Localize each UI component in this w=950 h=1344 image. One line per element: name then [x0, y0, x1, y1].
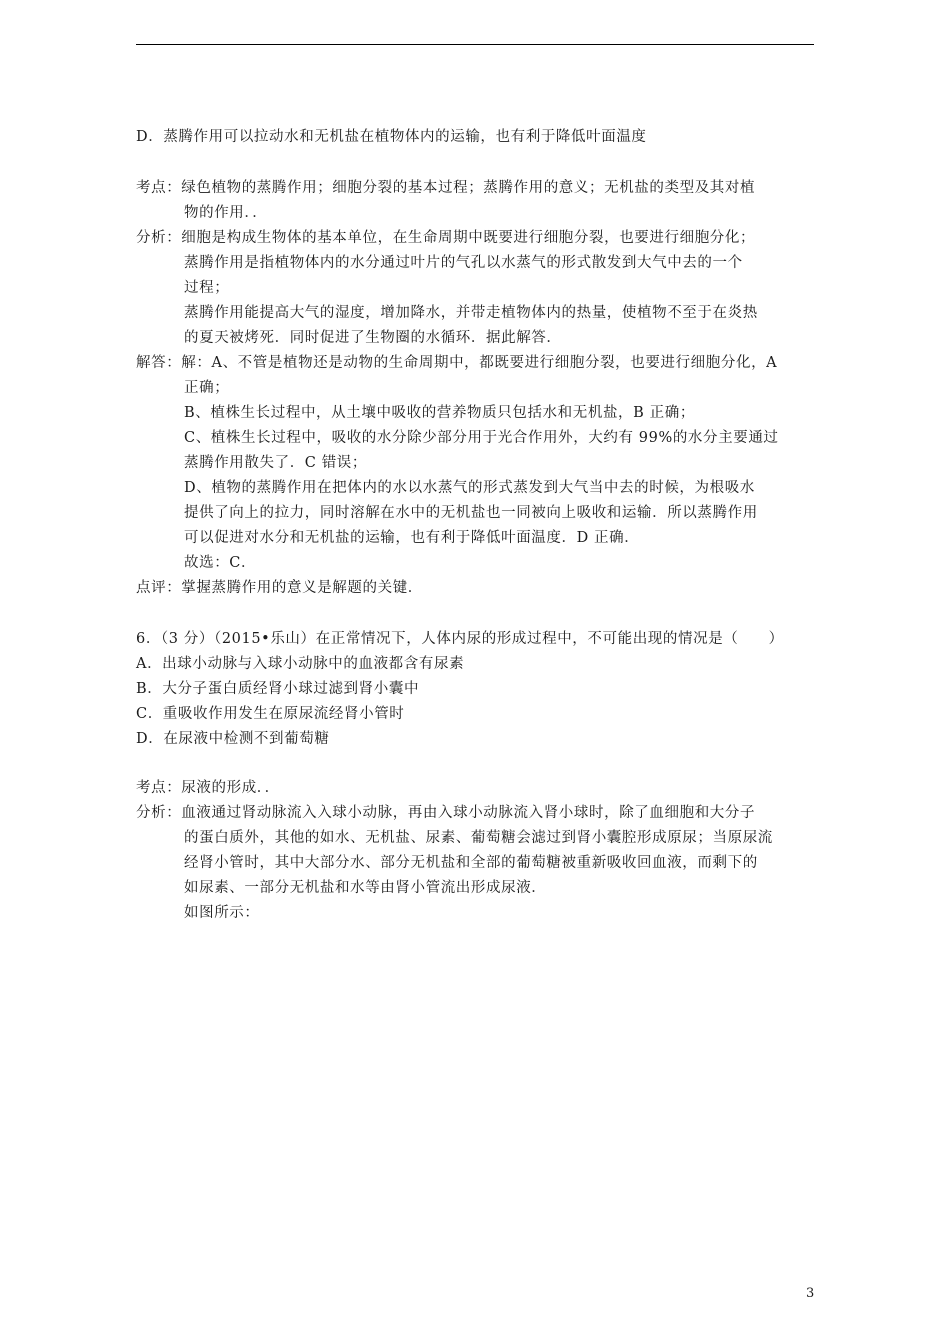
- q5-jieda-line: 故选：C．: [184, 555, 257, 571]
- q5-jieda-line: 正确；: [184, 380, 230, 396]
- q6-fenxi-line: 如图所示：: [184, 905, 260, 921]
- q5-kaodian-label: 考点：绿色植物的蒸腾作用；细胞分裂的基本过程；蒸腾作用的意义；无机盐的类型及其对植: [136, 180, 756, 196]
- q6-fenxi-label: 分析：血液通过肾动脉流入入球小动脉，再由入球小动脉流入肾小球时，除了血细胞和大分子: [136, 805, 756, 821]
- q5-fenxi-line: 的夏天被烤死．同时促进了生物圈的水循环．据此解答．: [184, 330, 562, 346]
- q5-jieda-line: B、植株生长过程中，从土壤中吸收的营养物质只包括水和无机盐，B 正确；: [184, 405, 695, 421]
- q6-fenxi-line: 如尿素、一部分无机盐和水等由肾小管流出形成尿液．: [184, 880, 547, 896]
- q5-dianping: 点评：掌握蒸腾作用的意义是解题的关键．: [136, 580, 423, 596]
- q5-jieda-line: 蒸腾作用散失了．C 错误；: [184, 455, 368, 471]
- q5-jieda-label: 解答：解：A、不管是植物还是动物的生命周期中，都既要进行细胞分裂，也要进行细胞分化，A: [136, 355, 778, 371]
- q5-kaodian-cont: 物的作用．．: [184, 205, 268, 221]
- q6-option-c: C．重吸收作用发生在原尿流经肾小管时: [136, 706, 405, 722]
- q5-jieda-line: 提供了向上的拉力，同时溶解在水中的无机盐也一同被向上吸收和运输．所以蒸腾作用: [184, 505, 758, 521]
- q5-fenxi-line: 过程；: [184, 280, 230, 296]
- header-rule: [136, 44, 814, 45]
- q5-jieda-line: 可以促进对水分和无机盐的运输，也有利于降低叶面温度．D 正确．: [184, 530, 640, 546]
- q6-option-a: A．出球小动脉与入球小动脉中的血液都含有尿素: [136, 656, 465, 672]
- q6-fenxi-line: 经肾小管时，其中大部分水、部分无机盐和全部的葡萄糖被重新吸收回血液，而剩下的: [184, 855, 758, 871]
- q6-kaodian: 考点：尿液的形成．．: [136, 780, 280, 796]
- prev-option-d: D．蒸腾作用可以拉动水和无机盐在植物体内的运输，也有利于降低叶面温度: [136, 129, 647, 145]
- q5-jieda-line: D、植物的蒸腾作用在把体内的水以水蒸气的形式蒸发到大气当中去的时候，为根吸水: [184, 480, 755, 496]
- q5-jieda-line: C、植株生长过程中，吸收的水分除少部分用于光合作用外，大约有 99%的水分主要通过: [184, 430, 779, 446]
- q5-fenxi-line: 蒸腾作用能提高大气的湿度，增加降水，并带走植物体内的热量，使植物不至于在炎热: [184, 305, 758, 321]
- q6-option-d: D．在尿液中检测不到葡萄糖: [136, 731, 330, 747]
- page-number: 3: [806, 1286, 815, 1301]
- q6-fenxi-line: 的蛋白质外，其他的如水、无机盐、尿素、葡萄糖会滤过到肾小囊腔形成原尿；当原尿流: [184, 830, 773, 846]
- q5-fenxi-label: 分析：细胞是构成生物体的基本单位，在生命周期中既要进行细胞分裂，也要进行细胞分化；: [136, 230, 756, 246]
- q5-fenxi-line: 蒸腾作用是指植物体内的水分通过叶片的气孔以水蒸气的形式散发到大气中去的一个: [184, 255, 743, 271]
- q6-option-b: B．大分子蛋白质经肾小球过滤到肾小囊中: [136, 681, 420, 697]
- q6-stem: 6．（3 分）（2015•乐山）在正常情况下，人体内尿的形成过程中，不可能出现的情况是（ ）: [136, 631, 784, 647]
